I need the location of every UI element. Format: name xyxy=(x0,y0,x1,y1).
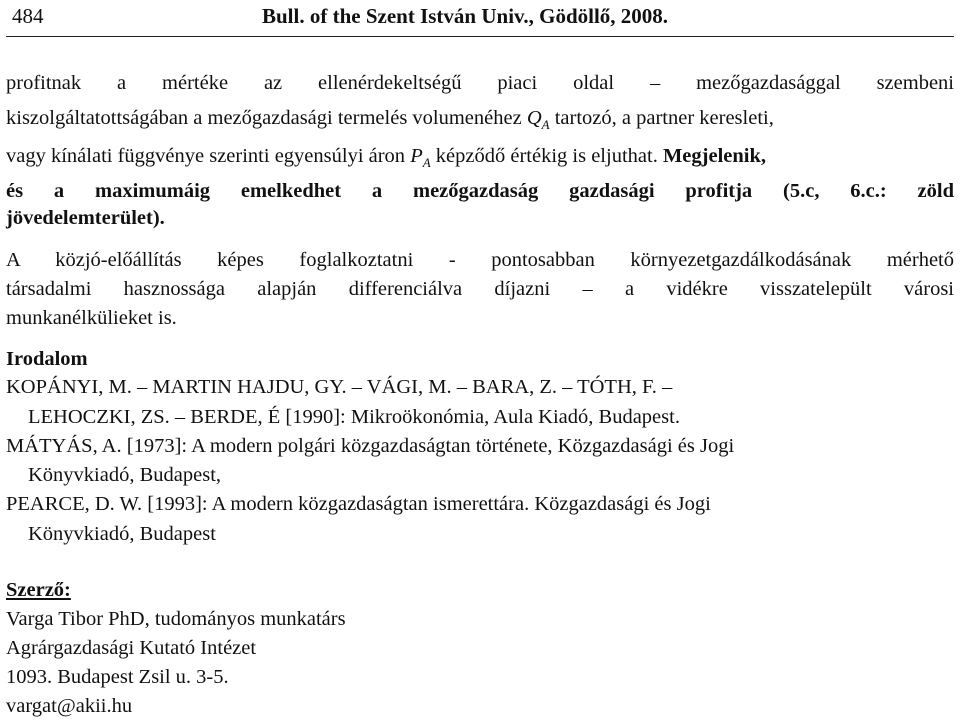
paragraph2-line2: társadalmi hasznossága alapján differenciálva díjazni – a vidékre visszatelepült városi xyxy=(6,278,954,300)
reference-2-line1: MÁTYÁS, A. [1973]: A modern polgári közgazdaságtan története, Közgazdasági és Jogi xyxy=(6,435,735,457)
references-heading: Irodalom xyxy=(6,348,88,370)
paragraph1-line2-text-b: tartozó, a partner keresleti, xyxy=(554,107,774,129)
journal-title: Bull. of the Szent István Univ., Gödöllő, 2008. xyxy=(262,4,669,28)
paragraph1-line3 xyxy=(6,144,954,175)
paragraph1-line4: és a maximumáig emelkedhet a mezőgazdaság gazdasági profitja (5.c, 6.c.: zöld xyxy=(6,180,954,202)
paragraph1-line3-text-b: képződő értékig is eljuthat. xyxy=(435,145,658,167)
paragraph2-line1: A közjó-előállítás képes foglalkoztatni - pontosabban környezetgazdálkodásának mérhető xyxy=(6,249,954,271)
page-number: 484 xyxy=(12,4,44,28)
reference-3-line1: PEARCE, D. W. [1993]: A modern közgazdaságtan ismerettára. Közgazdasági és Jogi xyxy=(6,493,711,515)
reference-2-line2: Könyvkiadó, Budapest, xyxy=(28,464,222,486)
author-label-line xyxy=(6,578,954,602)
page-header xyxy=(6,0,954,37)
paragraph2-line3: munkanélkülieket is. xyxy=(6,307,177,329)
paragraph1-line3-bold: Megjelenik, xyxy=(662,145,766,167)
q-symbol: Q xyxy=(526,107,542,129)
paragraph1-line1: profitnak a mértéke az ellenérdekeltségű piaci oldal – mezőgazdasággal szembeni xyxy=(6,72,954,94)
reference-3-line2: Könyvkiadó, Budapest xyxy=(28,523,216,545)
paragraph1-line5: jövedelemterület). xyxy=(6,207,165,229)
author-label: Szerző: xyxy=(6,579,71,601)
p-symbol: P xyxy=(410,145,423,167)
author-institute: Agrárgazdasági Kutató Intézet xyxy=(6,637,257,659)
reference-1-line1: KOPÁNYI, M. – MARTIN HAJDU, GY. – VÁGI, M. – BARA, Z. – TÓTH, F. – xyxy=(6,376,673,398)
reference-1-line2: LEHOCZKI, ZS. – BERDE, É [1990]: Mikroökonómia, Aula Kiadó, Budapest. xyxy=(28,406,680,428)
paragraph1-line3-text-a: vagy kínálati függvénye szerinti egyensúlyi áron xyxy=(6,145,406,167)
author-email: vargat@akii.hu xyxy=(6,695,133,717)
author-address: 1093. Budapest Zsil u. 3-5. xyxy=(6,666,229,688)
q-subscript: A xyxy=(541,117,550,133)
p-subscript: A xyxy=(422,155,431,171)
author-name: Varga Tibor PhD, tudományos munkatárs xyxy=(6,608,346,630)
paragraph1-line2-text-a: kiszolgáltatottságában a mezőgazdasági termelés volumenéhez xyxy=(6,107,522,129)
paragraph1-line2 xyxy=(6,106,954,137)
